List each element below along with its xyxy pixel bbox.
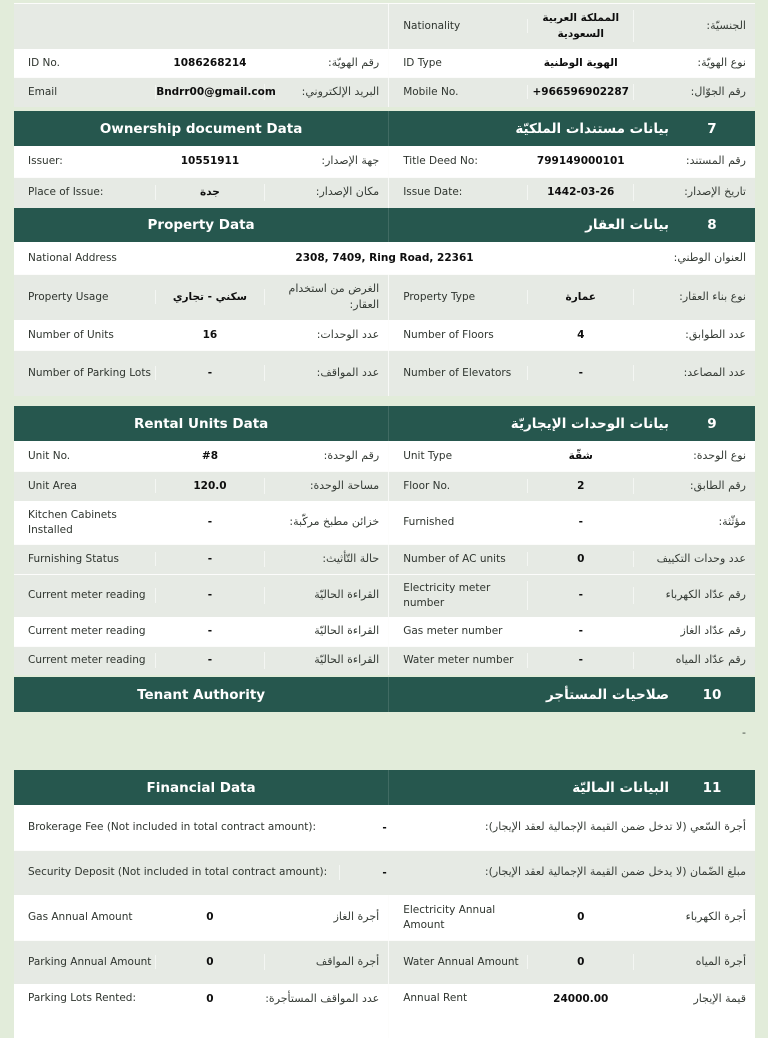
field-value: الهوية الوطنية bbox=[528, 55, 634, 71]
field-label-ar: أجرة المواقف bbox=[315, 954, 380, 968]
row-half-right bbox=[388, 3, 755, 49]
field-label-ar: القراءة الحاليّة bbox=[314, 624, 380, 638]
field-value: - bbox=[156, 551, 265, 567]
row-half-right bbox=[388, 320, 755, 350]
row-half-left bbox=[14, 984, 388, 1038]
section-header-financial-data bbox=[14, 770, 755, 805]
field-label-ar: أجرة السّعي (لا تدخل ضمن القيمة الإجمالية لعقد الإيجار): bbox=[484, 820, 746, 834]
field-label-ar: أجرة المياه bbox=[695, 954, 746, 968]
row-half-right bbox=[388, 646, 755, 675]
field-label-en: Current meter reading bbox=[14, 624, 156, 639]
field-value: - bbox=[156, 587, 265, 603]
field-value: سكني - تجاري bbox=[156, 289, 265, 305]
row-half-left bbox=[14, 544, 388, 574]
field-label-ar: الغرض من استخدام العقار: bbox=[288, 281, 380, 311]
field-label-en: Parking Lots Rented: bbox=[14, 991, 156, 1006]
row-half-right bbox=[388, 274, 755, 320]
spacer bbox=[14, 396, 755, 406]
field-value: 0 bbox=[156, 991, 265, 1007]
section-number: 10 bbox=[702, 686, 722, 703]
row-half-left bbox=[14, 49, 388, 77]
row-half-right bbox=[388, 984, 755, 1038]
row-unit-area bbox=[14, 471, 755, 501]
field-label-en: Furnishing Status bbox=[14, 552, 156, 567]
field-label-ar: رقم عدّاد الغاز bbox=[680, 624, 746, 638]
field-value: - bbox=[382, 821, 387, 834]
field-label-ar: الجنسيّة: bbox=[706, 18, 746, 32]
field-label-ar: حالة التّأثيث: bbox=[322, 551, 380, 565]
section-header-tenant-authority bbox=[14, 677, 755, 712]
header-half-right bbox=[388, 208, 755, 242]
row-half-right bbox=[388, 177, 755, 208]
field-label-en: Unit Area bbox=[14, 479, 156, 494]
field-value: - bbox=[156, 652, 265, 668]
section-title-ar: البيانات الماليّة bbox=[572, 779, 669, 796]
field-label-ar: القراءة الحاليّة bbox=[314, 653, 380, 667]
row-units bbox=[14, 320, 755, 350]
field-label-en: Number of Parking Lots bbox=[14, 366, 156, 381]
row-half-left bbox=[14, 617, 388, 646]
field-label-en: Brokerage Fee (Not included in total contract amount): bbox=[14, 820, 340, 835]
row-issue bbox=[14, 177, 755, 208]
row-half-right bbox=[388, 441, 755, 471]
field-label-en: Security Deposit (Not included in total contract amount): bbox=[14, 865, 340, 880]
field-label-ar: نوع بناء العقار: bbox=[679, 289, 746, 303]
field-value: جدة bbox=[156, 184, 265, 200]
field-label-en: Number of Floors bbox=[389, 328, 528, 343]
field-label-en: Water Annual Amount bbox=[389, 955, 528, 970]
row-half-left bbox=[14, 77, 388, 107]
row-deed bbox=[14, 146, 755, 177]
row-half-left bbox=[14, 646, 388, 675]
header-half-right bbox=[388, 770, 755, 805]
field-value: Bndrr00@gmail.com bbox=[156, 84, 265, 100]
field-label-en: Number of Units bbox=[14, 328, 156, 343]
header-half-left bbox=[14, 208, 388, 242]
header-half-right bbox=[388, 677, 755, 712]
field-label-en: Parking Annual Amount bbox=[14, 955, 156, 970]
row-security-deposit bbox=[14, 850, 755, 895]
header-half-left bbox=[14, 770, 388, 805]
field-label-en: Unit Type bbox=[389, 449, 528, 464]
field-label-en: Gas meter number bbox=[389, 624, 528, 639]
section-title-en: Property Data bbox=[147, 217, 255, 233]
row-id bbox=[14, 49, 755, 77]
field-value: 2308, 7409, Ring Road, 22361 bbox=[295, 252, 474, 264]
field-value: 0 bbox=[156, 954, 265, 970]
field-value: - bbox=[528, 587, 634, 603]
row-half-right bbox=[388, 617, 755, 646]
section-header-property-data bbox=[14, 208, 755, 242]
section-title-en: Rental Units Data bbox=[133, 415, 269, 432]
row-furnishing-ac bbox=[14, 544, 755, 574]
row-half-left bbox=[14, 146, 388, 177]
field-value: 1086268214 bbox=[156, 55, 265, 71]
row-half-right bbox=[388, 146, 755, 177]
field-label-ar: عدد وحدات التكييف bbox=[656, 551, 746, 565]
section-number: 7 bbox=[707, 120, 717, 137]
section-title-en: Financial Data bbox=[146, 779, 256, 796]
row-electricity-meter bbox=[14, 574, 755, 617]
field-label-en: Issuer: bbox=[14, 154, 156, 169]
field-label-ar: عدد المصاعد: bbox=[683, 365, 746, 379]
field-label-ar: مكان الإصدار: bbox=[315, 185, 380, 199]
field-label-en: ID Type bbox=[389, 56, 528, 71]
field-value: - bbox=[528, 623, 634, 639]
field-label-en: Property Type bbox=[389, 290, 528, 305]
row-half-right bbox=[388, 471, 755, 501]
field-label-en: Floor No. bbox=[389, 479, 528, 494]
row-usage bbox=[14, 274, 755, 320]
field-value: 16 bbox=[156, 327, 265, 343]
field-label-ar: نوع الهويّة: bbox=[697, 55, 746, 69]
field-value: 2 bbox=[528, 478, 634, 494]
tenant-authority-content bbox=[14, 712, 755, 770]
row-half-left bbox=[14, 895, 388, 940]
field-value: 0 bbox=[528, 954, 634, 970]
row-half-left bbox=[14, 177, 388, 208]
row-water-meter bbox=[14, 646, 755, 675]
row-half-left-empty bbox=[14, 3, 388, 49]
field-label-en: National Address bbox=[14, 251, 199, 266]
field-label-en: Mobile No. bbox=[389, 85, 528, 100]
row-half-right bbox=[388, 350, 755, 396]
field-label-ar: أجرة الغاز bbox=[333, 910, 380, 924]
field-label-ar: تاريخ الإصدار: bbox=[684, 185, 746, 199]
section-header-ownership-documents bbox=[14, 111, 755, 146]
row-half-left bbox=[14, 441, 388, 471]
header-half-right bbox=[388, 111, 755, 146]
section-number: 9 bbox=[707, 415, 717, 432]
field-label-ar: رقم الجوّال: bbox=[690, 84, 746, 98]
field-value: 0 bbox=[528, 909, 634, 925]
field-value: 120.0 bbox=[156, 478, 265, 494]
field-value: 24000.00 bbox=[528, 991, 634, 1007]
row-half-left bbox=[14, 574, 388, 617]
field-label-ar: عدد الوحدات: bbox=[316, 327, 380, 341]
field-value: - bbox=[742, 726, 746, 739]
row-half-left bbox=[14, 471, 388, 501]
section-number: 8 bbox=[707, 217, 717, 233]
field-label-en: Place of Issue: bbox=[14, 185, 156, 200]
field-label-en: Annual Rent bbox=[389, 991, 528, 1006]
field-label-ar: مساحة الوحدة: bbox=[309, 478, 380, 492]
row-kitchen-furnished bbox=[14, 501, 755, 544]
field-label-ar: العنوان الوطني: bbox=[673, 250, 746, 264]
field-label-ar: رقم عدّاد الكهرباء bbox=[665, 588, 746, 602]
header-half-left bbox=[14, 111, 388, 146]
field-label-ar: جهة الإصدار: bbox=[321, 154, 380, 168]
row-half-right bbox=[388, 574, 755, 617]
field-value: شقّة bbox=[528, 448, 634, 464]
field-value: - bbox=[156, 365, 265, 381]
row-contact bbox=[14, 77, 755, 107]
row-unit-no bbox=[14, 441, 755, 471]
section-title-ar: صلاحيات المستأجر bbox=[545, 686, 669, 703]
field-value: 0 bbox=[528, 551, 634, 567]
field-value: - bbox=[528, 514, 634, 530]
field-label-en: Furnished bbox=[389, 515, 528, 530]
field-value: 799149000101 bbox=[528, 153, 634, 169]
field-value: - bbox=[528, 365, 634, 381]
field-value: - bbox=[528, 652, 634, 668]
field-value: 1442-03-26 bbox=[528, 184, 634, 200]
field-label-en: Electricity Annual Amount bbox=[389, 903, 528, 932]
row-half-left bbox=[14, 274, 388, 320]
field-label-en: Gas Annual Amount bbox=[14, 910, 156, 925]
row-half-left bbox=[14, 940, 388, 984]
field-label-ar: خزائن مطبخ مركّبة: bbox=[289, 515, 380, 529]
field-label-ar: عدد المواقف المستأجرة: bbox=[265, 992, 380, 1005]
row-annual-parking-water bbox=[14, 940, 755, 984]
row-half-right bbox=[388, 940, 755, 984]
field-label-ar: مؤثّثة: bbox=[718, 515, 746, 529]
field-value: 10551911 bbox=[156, 153, 265, 169]
row-half-left bbox=[14, 320, 388, 350]
field-label-ar: أجرة الكهرباء bbox=[685, 910, 746, 924]
row-half-left bbox=[14, 350, 388, 396]
field-value: +966596902287 bbox=[528, 84, 634, 100]
row-half-left bbox=[14, 501, 388, 544]
field-label-ar: عدد الطوابق: bbox=[685, 327, 746, 341]
field-label-ar: رقم عدّاد المياه bbox=[675, 653, 746, 667]
section-title-en: Tenant Authority bbox=[137, 686, 266, 703]
field-value: المملكة العربية السعودية bbox=[528, 10, 634, 43]
field-label-en: Water meter number bbox=[389, 653, 528, 668]
field-value: 4 bbox=[528, 327, 634, 343]
header-half-left bbox=[14, 406, 388, 441]
field-label-en: Email bbox=[14, 85, 156, 100]
field-label-en: Current meter reading bbox=[14, 653, 156, 668]
row-national-address bbox=[14, 242, 755, 274]
field-label-ar: رقم المستند: bbox=[685, 154, 746, 168]
row-parking-elevators bbox=[14, 350, 755, 396]
row-half-right bbox=[388, 77, 755, 107]
section-title-en: Ownership document Data bbox=[99, 120, 303, 137]
field-label-ar: رقم الهويّة: bbox=[327, 55, 380, 69]
field-label-ar: نوع الوحدة: bbox=[693, 448, 746, 462]
row-annual-rent bbox=[14, 984, 755, 1038]
field-label-en: Nationality bbox=[389, 19, 528, 34]
row-half-right bbox=[388, 501, 755, 544]
field-label-en: Issue Date: bbox=[389, 185, 528, 200]
field-label-en: Number of Elevators bbox=[389, 366, 528, 381]
row-gas-meter bbox=[14, 617, 755, 646]
field-label-ar: عدد المواقف: bbox=[316, 365, 380, 379]
section-number: 11 bbox=[702, 779, 722, 796]
field-label-en: Kitchen Cabinets Installed bbox=[14, 508, 156, 537]
field-label-ar: رقم الطابق: bbox=[689, 478, 746, 492]
section-title-ar: بيانات الوحدات الإيجاريّة bbox=[510, 415, 669, 432]
row-nationality bbox=[14, 3, 755, 49]
field-label-en: Unit No. bbox=[14, 449, 156, 464]
field-label-en: Number of AC units bbox=[389, 552, 528, 567]
field-value: - bbox=[382, 866, 387, 879]
row-annual-gas-electricity bbox=[14, 895, 755, 940]
field-label-en: Electricity meter number bbox=[389, 581, 528, 610]
field-label-ar: رقم الوحدة: bbox=[323, 448, 380, 462]
field-label-ar: القراءة الحاليّة bbox=[314, 588, 380, 602]
field-label-ar: مبلغ الضّمان (لا يدخل ضمن القيمة الإجمالية لعقد الإيجار): bbox=[484, 865, 746, 879]
field-label-en: Title Deed No: bbox=[389, 154, 528, 169]
field-value: - bbox=[156, 623, 265, 639]
field-value: 0 bbox=[156, 909, 265, 925]
field-label-en: Property Usage bbox=[14, 290, 156, 305]
section-title-ar: بيانات العقار bbox=[585, 217, 669, 233]
row-half-right bbox=[388, 544, 755, 574]
section-title-ar: بيانات مستندات الملكيّة bbox=[515, 120, 669, 137]
field-value: - bbox=[156, 514, 265, 530]
row-half-right bbox=[388, 49, 755, 77]
field-label-ar: قيمة الإيجار bbox=[693, 992, 746, 1005]
row-half-right bbox=[388, 895, 755, 940]
field-value: #8 bbox=[156, 448, 265, 464]
field-label-en: ID No. bbox=[14, 56, 156, 71]
field-label-ar: البريد الإلكتروني: bbox=[301, 84, 380, 98]
field-label-en: Current meter reading bbox=[14, 588, 156, 603]
section-header-rental-units bbox=[14, 406, 755, 441]
header-half-left bbox=[14, 677, 388, 712]
row-brokerage-fee bbox=[14, 805, 755, 850]
field-value: عمارة bbox=[528, 289, 634, 305]
header-half-right bbox=[388, 406, 755, 441]
